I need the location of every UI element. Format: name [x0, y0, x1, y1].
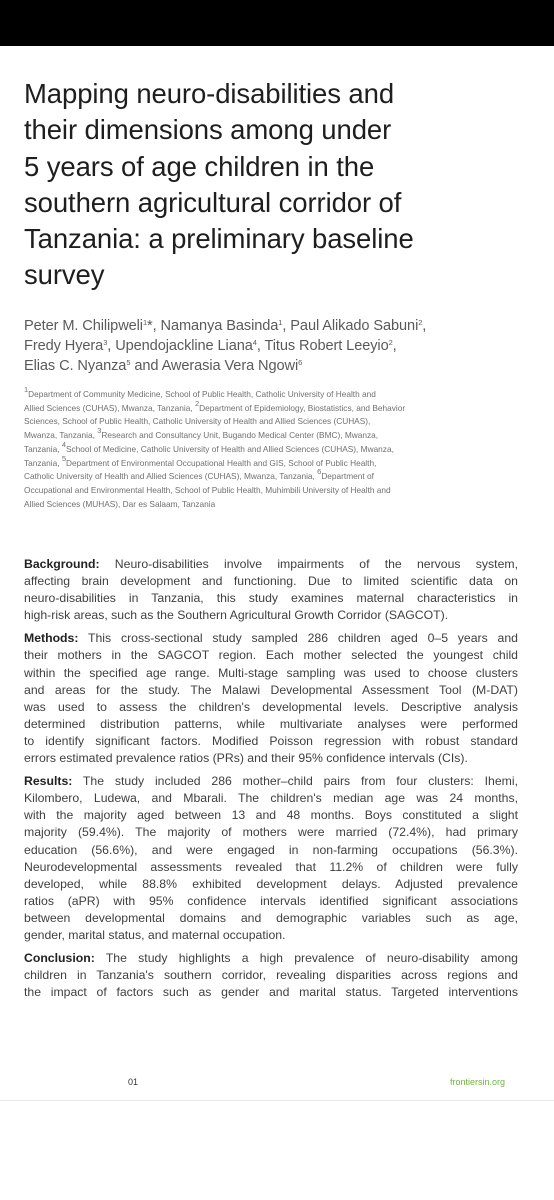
- affil-number: 1: [24, 385, 29, 394]
- affil-text: Department of Epidemiology, Biostatistics, and Behavior: [199, 402, 406, 413]
- abstract-line: to identify significant factors. Modified Poisson regression with robust standard: [24, 733, 518, 748]
- abstract-line: errors estimated prevalence ratios (PRs) and their 95% confidence intervals (CIs).: [24, 751, 468, 766]
- abstract-line: between developmental domains and demographic variables such as age,: [24, 910, 518, 925]
- author-name: Upendojackline Liana: [115, 338, 253, 355]
- affil-text: Occupational and Environmental Health, School of Public Health, Muhimbili University of Health and: [24, 484, 391, 495]
- abstract-background: [24, 556, 518, 624]
- abstract-line: was used to assess the children's developmental levels. Descriptive analysis: [24, 699, 518, 714]
- abstract-text: This cross-sectional study sampled 286 children aged 0–5 years and: [78, 631, 518, 646]
- section-label-methods: Methods:: [24, 631, 79, 646]
- abstract-line: ratios (aPR) with 95% confidence intervals identified significant associations: [24, 893, 518, 908]
- title-line: southern agricultural corridor of: [24, 186, 402, 218]
- section-label-background: Background:: [24, 557, 100, 571]
- affil-text: Allied Sciences (MUHAS), Dar es Salaam, Tanzania: [24, 498, 216, 509]
- abstract-line: their mothers in the SAGCOT region. Each mother selected the youngest child: [24, 648, 518, 663]
- journal-site-link[interactable]: frontiersin.org: [449, 1077, 505, 1087]
- affil-text: Tanzania,: [24, 443, 62, 454]
- abstract-line: [24, 773, 518, 790]
- author-affil-mark: 5: [126, 358, 131, 368]
- affil-number: 6: [317, 467, 322, 477]
- author-line: [24, 336, 534, 356]
- title-line: survey: [24, 259, 105, 291]
- abstract-line: [24, 950, 518, 967]
- article-title: [24, 76, 534, 294]
- affil-text: Tanzania,: [24, 457, 62, 468]
- abstract-line: [24, 556, 518, 573]
- affil-text: Mwanza, Tanzania,: [24, 430, 98, 441]
- affiliation-line: [24, 398, 532, 416]
- affil-text: Catholic University of Health and Allied Sciences (CUHAS), Mwanza, Tanzania,: [24, 471, 318, 482]
- author-affil-mark: 3: [103, 338, 108, 348]
- abstract-line: with the majority aged between 13 and 48 months. Boys constituted a slight: [24, 808, 518, 823]
- author-name: Paul Alikado Sabuni: [290, 318, 419, 334]
- section-label-results: Results:: [24, 774, 73, 789]
- separator: ,: [422, 318, 427, 334]
- affiliation-line: [24, 385, 532, 402]
- abstract-line: Kilombero, Ludewa, and Mbarali. The children's median age was 24 months,: [24, 791, 518, 806]
- affiliation-line: [24, 426, 532, 443]
- affil-text: Department of: [321, 471, 374, 482]
- separator: ,: [392, 338, 397, 355]
- author-affil-mark: 2: [388, 338, 393, 348]
- abstract-line: and areas for the study. The Malawi Developmental Assessment Tool (M-DAT): [24, 682, 518, 697]
- author-line: [24, 356, 534, 376]
- separator: ,: [107, 338, 116, 355]
- title-line: 5 years of age children in the: [24, 150, 375, 182]
- affiliation-line: [24, 439, 532, 457]
- abstract-line: developed, while 88.8% exhibited development delays. Adjusted prevalence: [24, 876, 518, 891]
- affil-text: Research and Consultancy Unit, Bugando Medical Center (BMC), Mwanza,: [101, 430, 379, 441]
- affil-number: 2: [194, 398, 200, 408]
- separator: and: [130, 358, 162, 375]
- author-list: [24, 316, 534, 377]
- abstract-line: education (56.6%), and were engaged in non-farming occupations (56.3%).: [24, 842, 518, 857]
- title-line: Tanzania: a preliminary baseline: [24, 223, 414, 255]
- abstract-text: Neuro-disabilities involve impairments of the nervous system,: [99, 557, 518, 571]
- bottom-area: [0, 1100, 554, 1200]
- title-line: their dimensions among under: [24, 114, 392, 146]
- author-name: Elias C. Nyanza: [24, 358, 127, 375]
- separator: ,: [256, 338, 265, 355]
- author-name: Awerasia Vera Ngowi: [161, 358, 299, 375]
- abstract-line: high-risk areas, such as the Southern Agricultural Growth Corridor (SAGCOT).: [24, 608, 449, 623]
- affiliations: [24, 385, 532, 511]
- abstract-line: affecting brain development and functioning. Due to limited scientific data on: [24, 574, 518, 589]
- author-affil-mark: 1: [142, 318, 148, 327]
- abstract-line: the impact of factors such as gender and marital status. Targeted interventions: [24, 985, 518, 1000]
- author-name: Titus Robert Leeyio: [264, 338, 389, 355]
- separator: ,: [282, 318, 291, 334]
- affil-number: 5: [61, 453, 66, 463]
- abstract-conclusion: [24, 950, 518, 1001]
- affil-text: Department of Environmental Occupational Health and GIS, School of Public Health,: [66, 457, 377, 468]
- author-line: [24, 316, 534, 336]
- affil-text: Department of Community Medicine, School of Public Health, Catholic University of Health and: [28, 389, 376, 399]
- article-page: [0, 46, 554, 1100]
- abstract-line: neuro-disabilities in Tanzania, this study examines maternal characteristics in: [24, 591, 518, 606]
- affiliation-line: [24, 467, 532, 484]
- section-label-conclusion: Conclusion:: [24, 951, 95, 966]
- author-name: Namanya Basinda: [160, 318, 279, 334]
- abstract-methods: [24, 630, 518, 767]
- affil-number: 4: [61, 439, 66, 449]
- affil-text: Sciences, School of Public Health, Catholic University of Health and Allied Sciences (CUHAS),: [24, 416, 371, 427]
- abstract-line: [24, 630, 518, 647]
- author-name: Peter M. Chilipweli: [24, 318, 143, 334]
- abstract-line: determined distribution patterns, while multivariate analyses were performed: [24, 716, 518, 731]
- corresponding-mark: *,: [147, 318, 161, 334]
- author-affil-mark: 4: [252, 338, 257, 348]
- abstract-line: majority (59.4%). The majority of mothers were married (72.4%), had primary: [24, 825, 518, 840]
- abstract-results: [24, 773, 518, 944]
- author-affil-mark: 1: [278, 318, 283, 327]
- page-number: 01: [128, 1077, 139, 1087]
- abstract-line: Neurodevelopmental assessments revealed that 11.2% of children were fully: [24, 859, 518, 874]
- abstract-text: The study included 286 mother–child pairs from four clusters: Ihemi,: [72, 774, 518, 789]
- affiliation-line: [24, 453, 532, 471]
- bottom-divider: [0, 1100, 554, 1101]
- title-line: Mapping neuro-disabilities and: [24, 78, 395, 109]
- abstract: [24, 556, 518, 1007]
- abstract-text: The study highlights a high prevalence of neuro-disability among: [94, 951, 518, 966]
- author-name: Fredy Hyera: [24, 338, 104, 355]
- affil-number: 3: [97, 426, 102, 436]
- abstract-line: within the specified age range. Multi-stage sampling was used to choose clusters: [24, 665, 518, 680]
- author-affil-mark: 2: [418, 318, 423, 327]
- abstract-line: children in Tanzania's southern corridor, revealing disparities across regions and: [24, 968, 518, 983]
- abstract-line: gender, marital status, and maternal occupation.: [24, 927, 286, 942]
- affiliation-line: [24, 484, 532, 498]
- author-affil-mark: 6: [298, 358, 303, 368]
- top-black-bar: [0, 0, 554, 46]
- affiliation-line: [24, 498, 532, 512]
- affil-text: Allied Sciences (CUHAS), Mwanza, Tanzania,: [24, 402, 195, 413]
- affil-text: School of Medicine, Catholic University of Health and Allied Sciences (CUHAS), Mwanza,: [66, 443, 394, 454]
